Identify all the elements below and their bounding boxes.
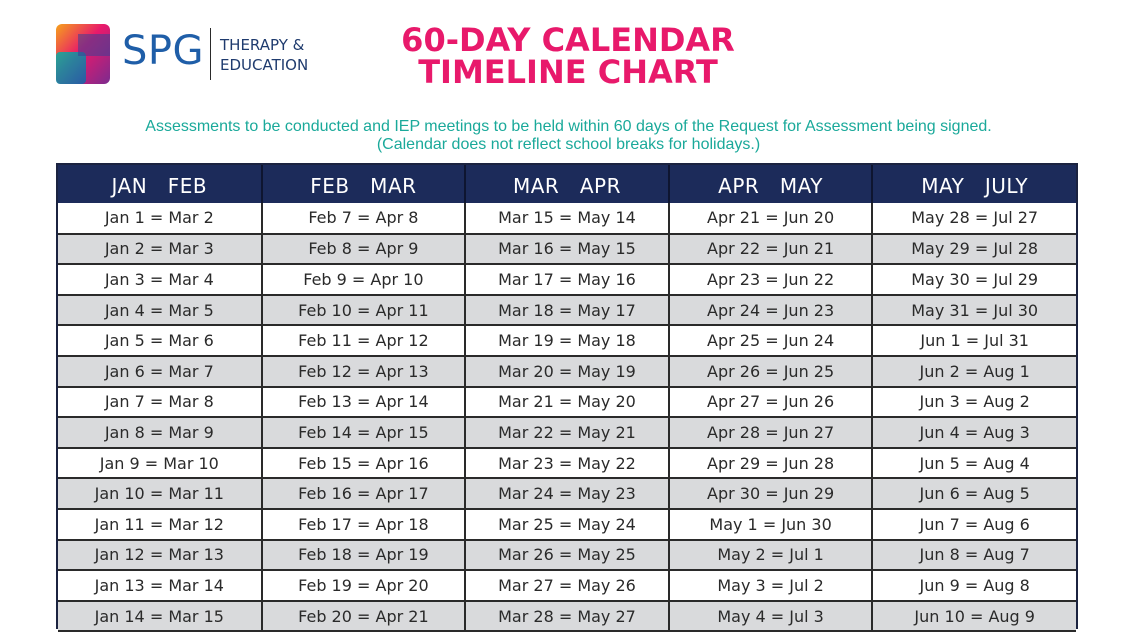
table-body — [58, 203, 1076, 631]
date-cell: Jun 6 = Aug 5 — [872, 478, 1076, 509]
date-cell: Mar 26 = May 25 — [465, 540, 669, 571]
date-cell: Jan 13 = Mar 14 — [58, 570, 262, 601]
subtitle-line1: Assessments to be conducted and IEP meetings to be held within 60 days of the Request for Assessment being signed. — [145, 118, 992, 135]
date-cell: Mar 21 = May 20 — [465, 387, 669, 418]
table-row — [58, 264, 1076, 295]
date-cell: Apr 26 = Jun 25 — [669, 356, 873, 387]
brand-tagline-line1: THERAPY & — [220, 36, 305, 54]
date-cell: Jun 7 = Aug 6 — [872, 509, 1076, 540]
date-cell: Mar 20 = May 19 — [465, 356, 669, 387]
column-header: FEB MAR — [262, 165, 466, 203]
date-cell: Mar 28 = May 27 — [465, 601, 669, 632]
date-cell: May 30 = Jul 29 — [872, 264, 1076, 295]
date-cell: May 31 = Jul 30 — [872, 295, 1076, 326]
date-cell: Feb 8 = Apr 9 — [262, 234, 466, 265]
column-header: MAY JULY — [872, 165, 1076, 203]
date-cell: Jan 3 = Mar 4 — [58, 264, 262, 295]
date-cell: Feb 13 = Apr 14 — [262, 387, 466, 418]
brand-tagline — [220, 35, 308, 75]
date-cell: Feb 16 = Apr 17 — [262, 478, 466, 509]
date-cell: Feb 11 = Apr 12 — [262, 325, 466, 356]
date-cell: Mar 23 = May 22 — [465, 448, 669, 479]
date-cell: May 2 = Jul 1 — [669, 540, 873, 571]
date-cell: Apr 29 = Jun 28 — [669, 448, 873, 479]
subtitle-line2: (Calendar does not reflect school breaks for holidays.) — [376, 136, 761, 153]
date-cell: Feb 19 = Apr 20 — [262, 570, 466, 601]
date-cell: Feb 7 = Apr 8 — [262, 203, 466, 234]
logo-divider — [210, 28, 211, 80]
date-cell: Mar 18 = May 17 — [465, 295, 669, 326]
page-title-line2: TIMELINE CHART — [418, 53, 718, 91]
date-cell: Mar 19 = May 18 — [465, 325, 669, 356]
table-row — [58, 570, 1076, 601]
table-row — [58, 417, 1076, 448]
date-cell: Feb 17 = Apr 18 — [262, 509, 466, 540]
column-header: APR MAY — [669, 165, 873, 203]
date-cell: Feb 18 = Apr 19 — [262, 540, 466, 571]
date-cell: Mar 15 = May 14 — [465, 203, 669, 234]
brand-name: SPG — [122, 28, 205, 74]
table-row — [58, 509, 1076, 540]
date-cell: Feb 20 = Apr 21 — [262, 601, 466, 632]
timeline-table — [56, 163, 1078, 629]
date-cell: Mar 25 = May 24 — [465, 509, 669, 540]
date-cell: Jan 5 = Mar 6 — [58, 325, 262, 356]
table-row — [58, 234, 1076, 265]
table-row — [58, 387, 1076, 418]
date-cell: Jun 4 = Aug 3 — [872, 417, 1076, 448]
table-row — [58, 356, 1076, 387]
date-cell: May 4 = Jul 3 — [669, 601, 873, 632]
date-cell: Jun 1 = Jul 31 — [872, 325, 1076, 356]
table-row — [58, 601, 1076, 632]
date-cell: Jan 7 = Mar 8 — [58, 387, 262, 418]
date-cell: Apr 27 = Jun 26 — [669, 387, 873, 418]
page-subtitle — [60, 118, 1077, 154]
brand-logo — [56, 24, 326, 86]
date-cell: Jan 6 = Mar 7 — [58, 356, 262, 387]
date-cell: Apr 28 = Jun 27 — [669, 417, 873, 448]
date-cell: Jan 9 = Mar 10 — [58, 448, 262, 479]
date-cell: May 28 = Jul 27 — [872, 203, 1076, 234]
date-cell: Jun 9 = Aug 8 — [872, 570, 1076, 601]
date-cell: May 3 = Jul 2 — [669, 570, 873, 601]
column-header: MAR APR — [465, 165, 669, 203]
date-cell: Jan 2 = Mar 3 — [58, 234, 262, 265]
table-header-row — [58, 165, 1076, 203]
date-cell: Mar 17 = May 16 — [465, 264, 669, 295]
date-cell: May 29 = Jul 28 — [872, 234, 1076, 265]
date-cell: Jan 8 = Mar 9 — [58, 417, 262, 448]
column-header: JAN FEB — [58, 165, 262, 203]
date-cell: Jun 5 = Aug 4 — [872, 448, 1076, 479]
page-title — [340, 21, 796, 91]
date-cell: Jan 4 = Mar 5 — [58, 295, 262, 326]
date-cell: Feb 10 = Apr 11 — [262, 295, 466, 326]
date-cell: Jun 3 = Aug 2 — [872, 387, 1076, 418]
page-title-line1: 60-DAY CALENDAR — [401, 21, 735, 59]
date-cell: Jun 2 = Aug 1 — [872, 356, 1076, 387]
table-row — [58, 203, 1076, 234]
date-cell: Mar 16 = May 15 — [465, 234, 669, 265]
date-cell: Apr 22 = Jun 21 — [669, 234, 873, 265]
brand-tagline-line2: EDUCATION — [220, 56, 309, 74]
date-cell: Jan 12 = Mar 13 — [58, 540, 262, 571]
date-cell: Jan 1 = Mar 2 — [58, 203, 262, 234]
date-cell: Apr 25 = Jun 24 — [669, 325, 873, 356]
date-cell: Feb 9 = Apr 10 — [262, 264, 466, 295]
date-cell: Apr 30 = Jun 29 — [669, 478, 873, 509]
date-cell: Mar 22 = May 21 — [465, 417, 669, 448]
date-cell: May 1 = Jun 30 — [669, 509, 873, 540]
logo-mark-icon — [56, 24, 112, 86]
table-row — [58, 540, 1076, 571]
date-cell: Apr 24 = Jun 23 — [669, 295, 873, 326]
date-cell: Apr 21 = Jun 20 — [669, 203, 873, 234]
date-cell: Jan 11 = Mar 12 — [58, 509, 262, 540]
date-cell: Apr 23 = Jun 22 — [669, 264, 873, 295]
date-cell: Feb 12 = Apr 13 — [262, 356, 466, 387]
date-cell: Feb 15 = Apr 16 — [262, 448, 466, 479]
date-cell: Jun 10 = Aug 9 — [872, 601, 1076, 632]
table-row — [58, 325, 1076, 356]
date-cell: Mar 27 = May 26 — [465, 570, 669, 601]
table-row — [58, 295, 1076, 326]
table-row — [58, 448, 1076, 479]
date-cell: Jan 14 = Mar 15 — [58, 601, 262, 632]
date-cell: Mar 24 = May 23 — [465, 478, 669, 509]
date-cell: Feb 14 = Apr 15 — [262, 417, 466, 448]
table-row — [58, 478, 1076, 509]
date-cell: Jan 10 = Mar 11 — [58, 478, 262, 509]
date-cell: Jun 8 = Aug 7 — [872, 540, 1076, 571]
